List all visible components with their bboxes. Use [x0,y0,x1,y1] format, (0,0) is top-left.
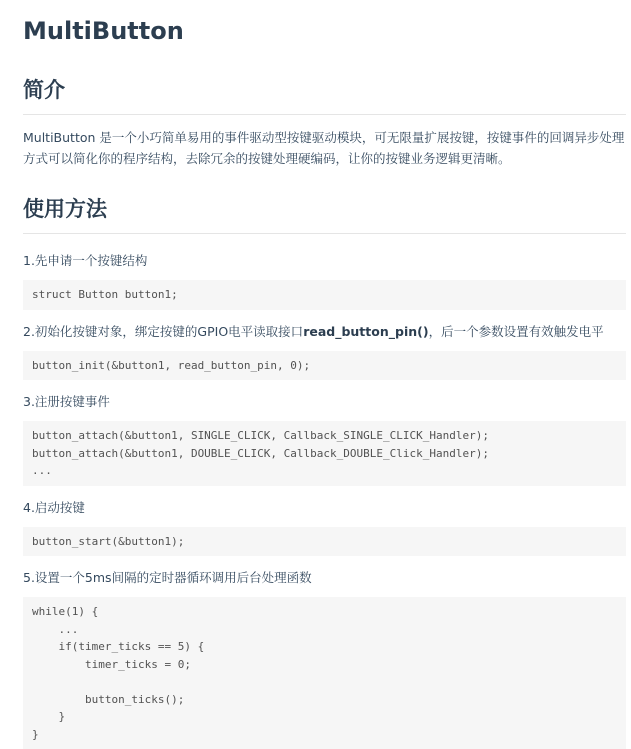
code-block-4: button_start(&button1); [23,527,626,557]
step-5-text: 5.设置一个5ms间隔的定时器循环调用后台处理函数 [23,570,312,585]
page-title: MultiButton [23,17,184,45]
step-1-text: 1.先申请一个按键结构 [23,253,148,268]
step-2-function-name: read_button_pin() [303,323,429,339]
section-heading-usage: 使用方法 [23,195,626,234]
step-2-text-post: ，后一个参数设置有效触发电平 [428,323,604,339]
code-block-3: button_attach(&button1, SINGLE_CLICK, Callback_SINGLE_CLICK_Handler); button_attach(&button1, DOUBLE_CLICK, Callback_DOUBLE_Click_Handler); ... [23,421,626,486]
step-2-text [23,322,626,342]
step-3-text: 3.注册按键事件 [23,394,110,409]
code-block-5: while(1) { ... if(timer_ticks == 5) { timer_ticks = 0; button_ticks(); } } [23,597,626,749]
code-block-2: button_init(&button1, read_button_pin, 0); [23,351,626,381]
code-block-1: struct Button button1; [23,280,626,310]
section-heading-intro: 简介 [23,76,626,115]
intro-paragraph: MultiButton 是一个小巧简单易用的事件驱动型按键驱动模块，可无限量扩展按键，按键事件的回调异步处理方式可以简化你的程序结构，去除冗余的按键处理硬编码，让你的按键业务逻辑更清晰。 [23,130,625,166]
step-2-text-pre: 2.初始化按键对象，绑定按键的GPIO电平读取接口 [23,323,304,339]
step-4-text: 4.启动按键 [23,499,85,515]
